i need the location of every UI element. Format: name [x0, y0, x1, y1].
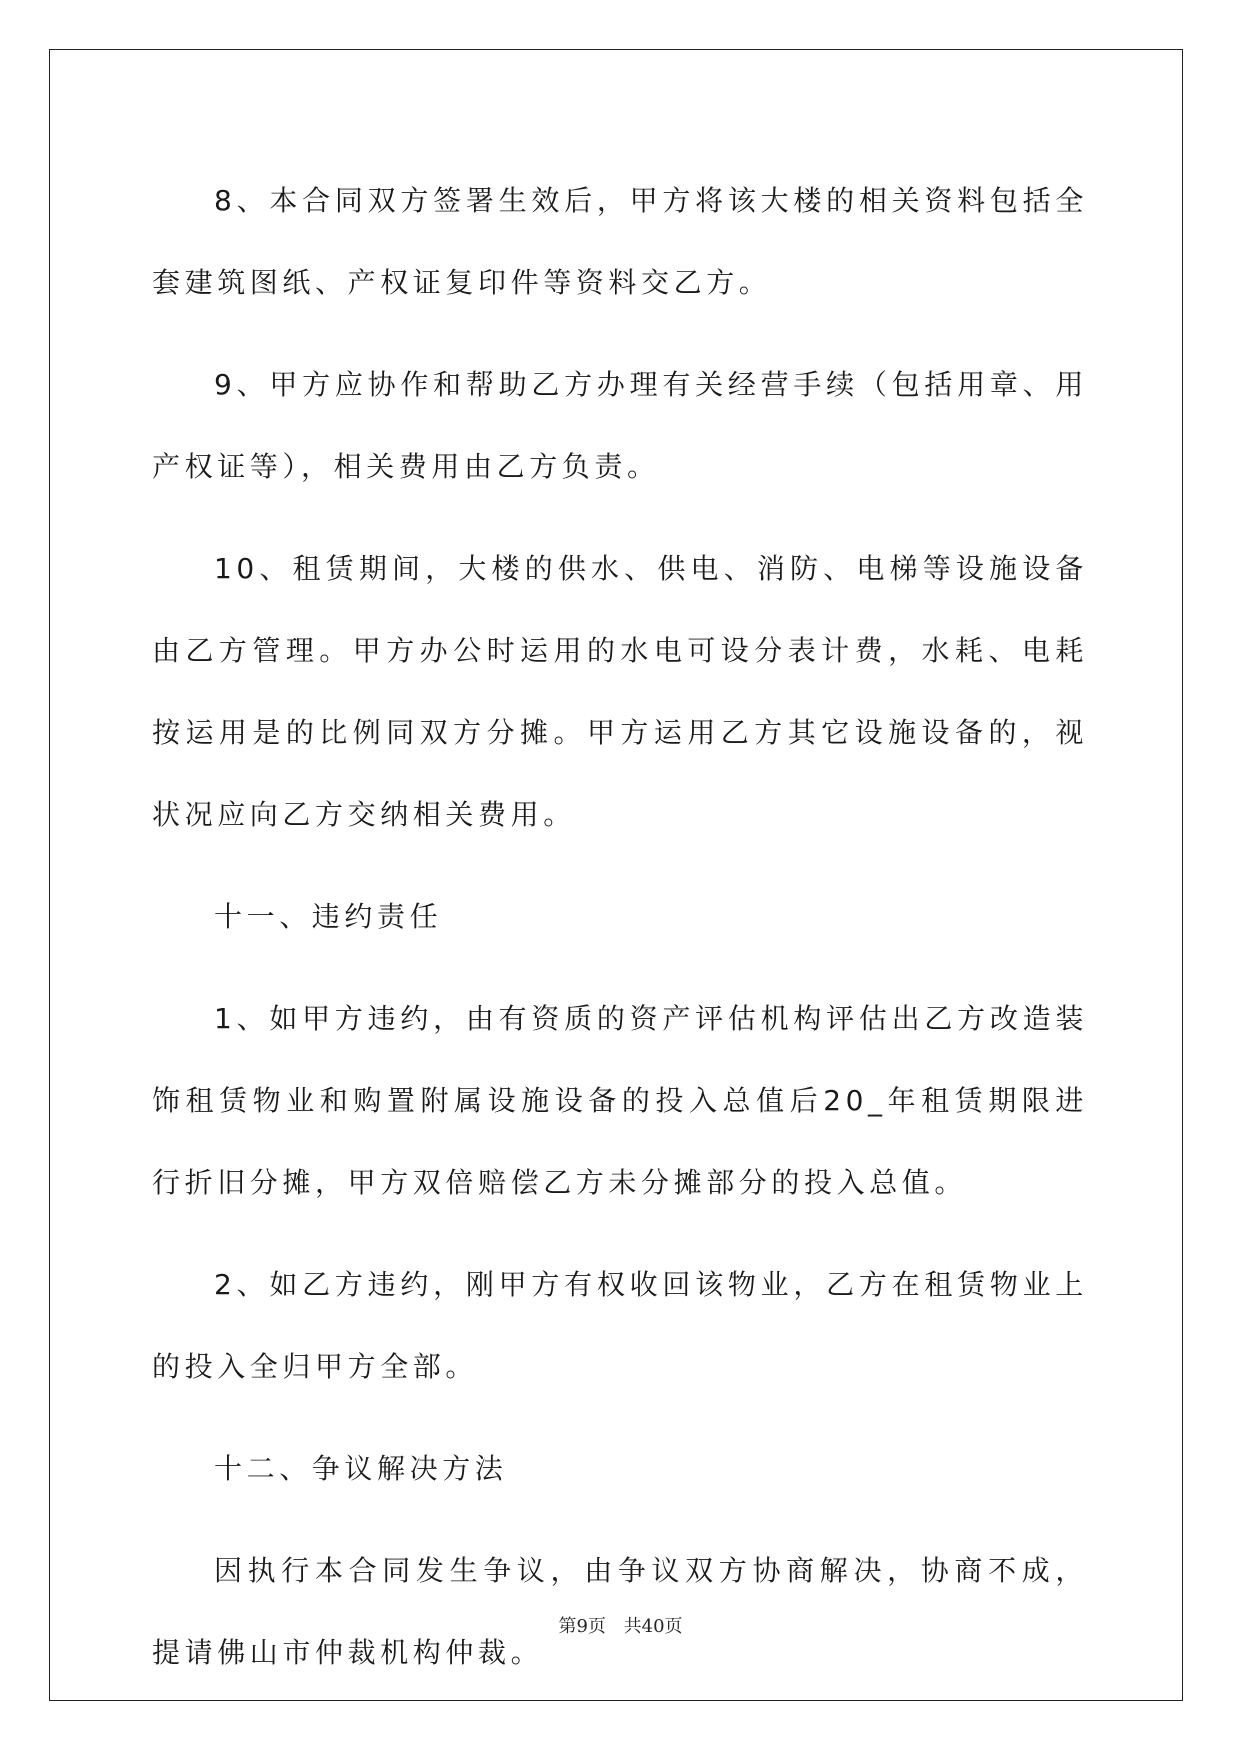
page-number: 第9页 [558, 1616, 606, 1637]
page-total: 共40页 [623, 1616, 683, 1637]
paragraph: 8、本合同双方签署生效后，甲方将该大楼的相关资料包括全套建筑图纸、产权证复印件等资料交乙方。 [152, 184, 1088, 299]
page-footer [0, 1612, 1241, 1638]
section-heading: 十二、争议解决方法 [214, 1452, 508, 1485]
paragraph: 10、租赁期间，大楼的供水、供电、消防、电梯等设施设备由乙方管理。甲方办公时运用的水电可设分表计费，水耗、电耗按运用是的比例同双方分摊。甲方运用乙方其它设施设备的，视状况应向乙方交纳相关费用。 [152, 552, 1088, 831]
document-body [152, 160, 1088, 1714]
paragraph: 因执行本合同发生争议，由争议双方协商解决，协商不成，提请佛山市仲裁机构仲裁。 [152, 1554, 1088, 1669]
section-heading: 十一、违约责任 [214, 900, 443, 933]
paragraph: 9、甲方应协作和帮助乙方办理有关经营手续（包括用章、用产权证等），相关费用由乙方负责。 [152, 368, 1088, 483]
paragraph: 1、如甲方违约，由有资质的资产评估机构评估出乙方改造装饰租赁物业和购置附属设施设备的投入总值后20_年租赁期限进行折旧分摊，甲方双倍赔偿乙方未分摊部分的投入总值。 [152, 1002, 1088, 1199]
paragraph: 2、如乙方违约，刚甲方有权收回该物业，乙方在租赁物业上的投入全归甲方全部。 [152, 1268, 1088, 1383]
